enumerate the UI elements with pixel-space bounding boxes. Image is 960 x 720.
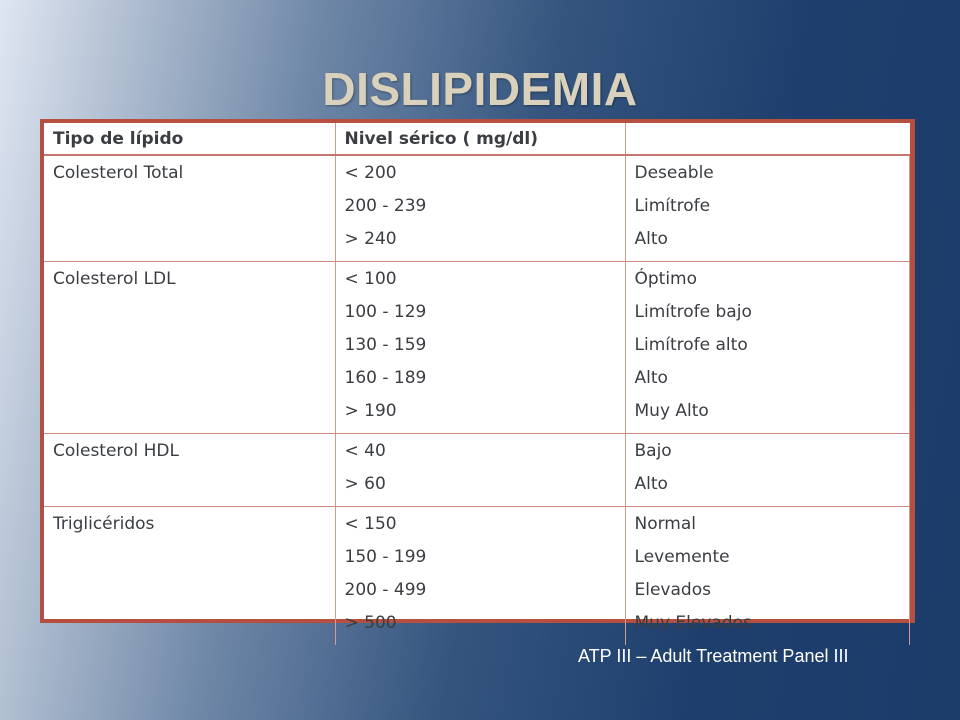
slide-title: DISLIPIDEMIA xyxy=(322,63,638,115)
header-lipid-type: Tipo de lípido xyxy=(44,123,335,155)
category-cell xyxy=(625,262,910,434)
lipid-type-cell xyxy=(44,262,335,434)
category-value: Alto xyxy=(634,368,668,388)
category-value: Muy Elevados xyxy=(634,613,752,633)
lipid-levels-table xyxy=(44,123,910,645)
table-row xyxy=(44,262,910,434)
serum-level-value: < 100 xyxy=(344,269,397,289)
source-footnote: ATP III – Adult Treatment Panel III xyxy=(578,646,849,666)
serum-level-value: > 500 xyxy=(344,613,397,633)
serum-level-value: > 60 xyxy=(344,474,386,494)
category-value: Alto xyxy=(634,474,668,494)
serum-level-value: 200 - 499 xyxy=(344,580,427,600)
category-value: Limítrofe bajo xyxy=(634,302,752,322)
category-cell xyxy=(625,507,910,646)
table-row xyxy=(44,155,910,262)
category-value: Limítrofe xyxy=(634,196,711,216)
lipid-type-cell xyxy=(44,507,335,646)
serum-level-value: 150 - 199 xyxy=(344,547,427,567)
serum-level-value: < 200 xyxy=(344,163,397,183)
lipid-type-label: Colesterol HDL xyxy=(53,441,179,461)
lipid-type-label: Colesterol Total xyxy=(53,163,184,183)
table-body xyxy=(44,155,910,645)
category-value: Bajo xyxy=(634,441,672,461)
serum-level-value: 160 - 189 xyxy=(344,368,427,388)
lipid-table-frame xyxy=(40,119,915,633)
header-category xyxy=(625,123,910,155)
serum-level-value: 100 - 129 xyxy=(344,302,427,322)
serum-level-value: < 40 xyxy=(344,441,386,461)
category-value: Levemente xyxy=(634,547,730,567)
serum-level-value: < 150 xyxy=(344,514,397,534)
category-cell xyxy=(625,434,910,507)
lipid-type-cell xyxy=(44,155,335,262)
category-value: Óptimo xyxy=(634,269,698,289)
table-header-row xyxy=(44,123,910,155)
serum-level-value: > 190 xyxy=(344,401,397,421)
serum-level-cell xyxy=(335,155,625,262)
serum-level-value: 130 - 159 xyxy=(344,335,427,355)
category-value: Alto xyxy=(634,229,668,249)
table-row xyxy=(44,434,910,507)
category-value: Limítrofe alto xyxy=(634,335,748,355)
header-serum-level: Nivel sérico ( mg/dl) xyxy=(335,123,625,155)
category-value: Elevados xyxy=(634,580,711,600)
serum-level-cell xyxy=(335,262,625,434)
lipid-type-label: Colesterol LDL xyxy=(53,269,176,289)
table-row xyxy=(44,507,910,646)
category-value: Normal xyxy=(634,514,697,534)
category-value: Muy Alto xyxy=(634,401,709,421)
serum-level-cell xyxy=(335,507,625,646)
category-value: Deseable xyxy=(634,163,714,183)
serum-level-cell xyxy=(335,434,625,507)
category-cell xyxy=(625,155,910,262)
serum-level-value: > 240 xyxy=(344,229,397,249)
serum-level-value: 200 - 239 xyxy=(344,196,427,216)
lipid-type-label: Triglicéridos xyxy=(53,514,155,534)
lipid-type-cell xyxy=(44,434,335,507)
